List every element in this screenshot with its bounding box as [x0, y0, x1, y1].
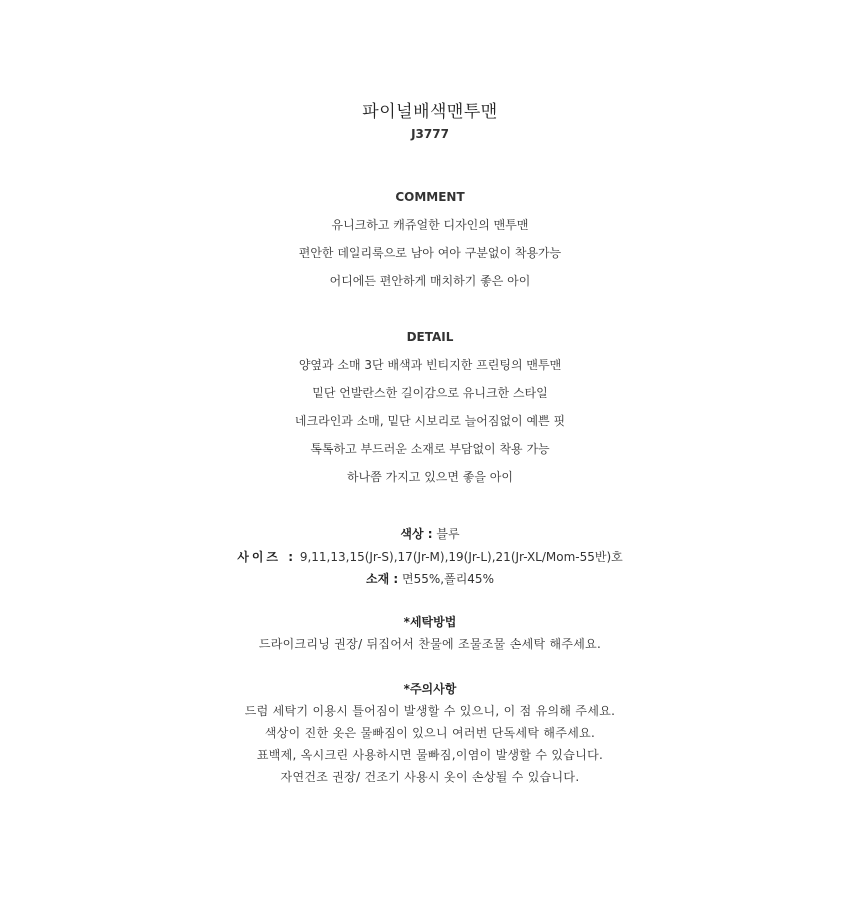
detail-heading: DETAIL	[406, 330, 454, 344]
caution-line: 표백제, 옥시크린 사용하시면 물빠짐,이염이 발생할 수 있습니다.	[256, 748, 604, 762]
spec-material-label: 소재 :	[366, 572, 399, 586]
washing-line: 드라이크리닝 권장/ 뒤집어서 찬물에 조물조물 손세탁 해주세요.	[258, 637, 602, 651]
caution-section	[0, 678, 860, 788]
spec-size-row	[0, 547, 860, 567]
spec-color-value: 블루	[436, 527, 460, 541]
washing-heading: *세탁방법	[403, 615, 457, 629]
comment-heading: COMMENT	[395, 190, 465, 204]
comment-section	[0, 187, 860, 299]
spec-material-row	[0, 569, 860, 589]
spec-color-label: 색상 :	[400, 527, 433, 541]
spec-color-row	[0, 524, 860, 544]
spec-material-value: 면55%,폴리45%	[402, 572, 494, 586]
detail-line: 하나쯤 가지고 있으면 좋을 아이	[347, 470, 513, 484]
detail-section	[0, 327, 860, 495]
product-code: J3777	[411, 127, 449, 141]
detail-line: 네크라인과 소매, 밑단 시보리로 늘어짐없이 예쁜 핏	[294, 414, 566, 428]
caution-line: 자연건조 권장/ 건조기 사용시 옷이 손상될 수 있습니다.	[280, 770, 580, 784]
spec-size-label: 사이즈 :	[237, 550, 296, 564]
washing-section	[0, 611, 860, 655]
spec-size-value: 9,11,13,15(Jr-S),17(Jr-M),19(Jr-L),21(Jr-XL/Mom-55반)호	[299, 550, 623, 564]
comment-line: 유니크하고 캐쥬얼한 디자인의 맨투맨	[331, 218, 529, 232]
detail-line: 밑단 언발란스한 길이감으로 유니크한 스타일	[312, 386, 548, 400]
comment-line: 편안한 데일리룩으로 남아 여아 구분없이 착용가능	[298, 246, 562, 260]
caution-line: 드럼 세탁기 이용시 틀어짐이 발생할 수 있으니, 이 점 유의해 주세요.	[244, 704, 616, 718]
caution-heading: *주의사항	[403, 682, 457, 696]
detail-line: 양옆과 소매 3단 배색과 빈티지한 프린팅의 맨투맨	[298, 358, 562, 372]
product-title: 파이널배색맨투맨	[362, 102, 498, 122]
detail-line: 톡톡하고 부드러운 소재로 부담없이 착용 가능	[310, 442, 550, 456]
caution-line: 색상이 진한 옷은 물빠짐이 있으니 여러번 단독세탁 해주세요.	[264, 726, 596, 740]
comment-line: 어디에든 편안하게 매치하기 좋은 아이	[329, 274, 531, 288]
